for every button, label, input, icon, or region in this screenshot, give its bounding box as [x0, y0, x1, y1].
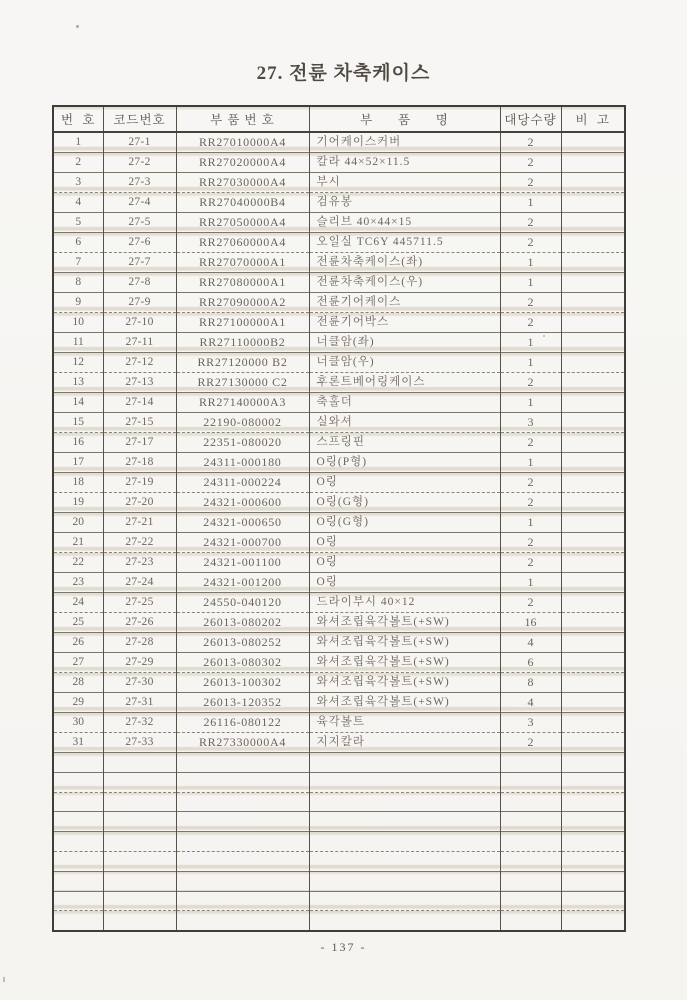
cell-part-name: 육각볼트	[309, 713, 500, 733]
cell-code: 27-33	[103, 733, 176, 753]
cell-qty: 2	[500, 733, 561, 753]
cell-code	[103, 891, 176, 911]
cell-note	[561, 313, 625, 333]
cell-code	[103, 753, 176, 773]
table-row	[53, 733, 625, 753]
cell-part-name	[309, 832, 500, 852]
cell-no: 31	[53, 733, 103, 753]
cell-code: 27-5	[103, 213, 176, 233]
cell-part-name: 슬리브 40×44×15	[309, 213, 500, 233]
cell-qty	[500, 911, 561, 931]
cell-part-no: 26116-080122	[176, 713, 309, 733]
cell-qty: 4	[500, 693, 561, 713]
cell-part-name: 와셔조립육각볼트(+SW)	[309, 693, 500, 713]
cell-qty: 8	[500, 673, 561, 693]
col-header-note: 비 고	[561, 106, 625, 132]
cell-note	[561, 413, 625, 433]
cell-part-no: RR27060000A4	[176, 233, 309, 253]
cell-code	[103, 911, 176, 931]
cell-part-name: 전륜차축케이스(우)	[309, 273, 500, 293]
col-header-part-name: 부 품 명	[309, 106, 500, 132]
cell-part-name: O링(G형)	[309, 493, 500, 513]
cell-qty: 1	[500, 573, 561, 593]
header-row	[53, 106, 625, 132]
cell-qty	[500, 832, 561, 852]
scan-speck	[76, 25, 79, 28]
cell-part-name: 스프링핀	[309, 433, 500, 453]
cell-qty: 2	[500, 553, 561, 573]
cell-no: 26	[53, 633, 103, 653]
cell-qty: 16	[500, 613, 561, 633]
cell-part-no: RR27080000A1	[176, 273, 309, 293]
table-row	[53, 693, 625, 713]
cell-part-name	[309, 891, 500, 911]
cell-no	[53, 851, 103, 871]
cell-qty: 2	[500, 233, 561, 253]
cell-part-name: O링	[309, 573, 500, 593]
cell-note	[561, 812, 625, 832]
cell-qty	[500, 792, 561, 812]
cell-part-no	[176, 753, 309, 773]
cell-code: 27-21	[103, 513, 176, 533]
cell-part-no	[176, 772, 309, 792]
cell-part-no: RR27040000B4	[176, 193, 309, 213]
cell-part-name: 드라이부시 40×12	[309, 593, 500, 613]
cell-no: 28	[53, 673, 103, 693]
cell-no	[53, 911, 103, 931]
cell-no: 14	[53, 393, 103, 413]
cell-part-name	[309, 792, 500, 812]
cell-part-no: RR27120000 B2	[176, 353, 309, 373]
cell-note	[561, 353, 625, 373]
cell-part-name: 축홀더	[309, 393, 500, 413]
cell-part-name: 실와셔	[309, 413, 500, 433]
table-row	[53, 533, 625, 553]
cell-qty: 2	[500, 493, 561, 513]
table-row	[53, 373, 625, 393]
cell-code	[103, 832, 176, 852]
cell-qty: 1	[500, 453, 561, 473]
cell-no: 6	[53, 233, 103, 253]
table-row	[53, 593, 625, 613]
cell-note	[561, 753, 625, 773]
cell-part-name: 너클암(좌)	[309, 333, 500, 353]
cell-code: 27-1	[103, 132, 176, 153]
cell-code: 27-3	[103, 173, 176, 193]
cell-qty	[500, 851, 561, 871]
cell-qty	[500, 812, 561, 832]
cell-note	[561, 693, 625, 713]
cell-code: 27-30	[103, 673, 176, 693]
cell-code: 27-9	[103, 293, 176, 313]
cell-part-no: RR27070000A1	[176, 253, 309, 273]
cell-part-name: 지지칼라	[309, 733, 500, 753]
cell-code: 27-23	[103, 553, 176, 573]
cell-part-name	[309, 871, 500, 891]
cell-part-no: 26013-120352	[176, 693, 309, 713]
cell-part-name: 와셔조립육각볼트(+SW)	[309, 653, 500, 673]
cell-code: 27-2	[103, 153, 176, 173]
cell-qty: 2	[500, 313, 561, 333]
cell-note	[561, 772, 625, 792]
cell-code: 27-31	[103, 693, 176, 713]
cell-part-no	[176, 812, 309, 832]
cell-code: 27-8	[103, 273, 176, 293]
table-row	[53, 353, 625, 373]
cell-part-name	[309, 772, 500, 792]
page-number: - 137 -	[320, 940, 367, 954]
table-row	[53, 253, 625, 273]
cell-note	[561, 733, 625, 753]
cell-note	[561, 373, 625, 393]
cell-part-no: 24321-000600	[176, 493, 309, 513]
cell-part-no: RR27100000A1	[176, 313, 309, 333]
cell-part-no	[176, 871, 309, 891]
table-row	[53, 132, 625, 153]
cell-note	[561, 832, 625, 852]
cell-part-name: 너클암(우)	[309, 353, 500, 373]
cell-part-no: RR27110000B2	[176, 333, 309, 353]
cell-note	[561, 193, 625, 213]
cell-qty: 3	[500, 413, 561, 433]
cell-part-no	[176, 891, 309, 911]
cell-part-no	[176, 832, 309, 852]
table-row	[53, 233, 625, 253]
table-row	[53, 333, 625, 353]
cell-part-no: 26013-080202	[176, 613, 309, 633]
cell-no: 18	[53, 473, 103, 493]
empty-row	[53, 753, 625, 773]
cell-note	[561, 553, 625, 573]
cell-note	[561, 173, 625, 193]
cell-part-name: 전륜차축케이스(좌)	[309, 253, 500, 273]
cell-note	[561, 293, 625, 313]
cell-note	[561, 233, 625, 253]
cell-no: 9	[53, 293, 103, 313]
col-header-code: 코드번호	[103, 106, 176, 132]
cell-qty: 6	[500, 653, 561, 673]
cell-qty: 1	[500, 353, 561, 373]
cell-part-no	[176, 792, 309, 812]
cell-part-no: 22190-080002	[176, 413, 309, 433]
cell-note	[561, 273, 625, 293]
cell-no: 25	[53, 613, 103, 633]
cell-no: 19	[53, 493, 103, 513]
cell-code: 27-17	[103, 433, 176, 453]
cell-qty: 1	[500, 273, 561, 293]
cell-qty: 2	[500, 373, 561, 393]
cell-note	[561, 132, 625, 153]
cell-part-name	[309, 753, 500, 773]
empty-row	[53, 772, 625, 792]
cell-no: 24	[53, 593, 103, 613]
cell-part-no: 24311-000180	[176, 453, 309, 473]
cell-no: 8	[53, 273, 103, 293]
cell-qty: 1	[500, 513, 561, 533]
cell-note	[561, 573, 625, 593]
cell-note	[561, 613, 625, 633]
cell-part-no: RR27130000 C2	[176, 373, 309, 393]
cell-qty: 4	[500, 633, 561, 653]
cell-note	[561, 911, 625, 931]
cell-part-name: 전륜기어박스	[309, 313, 500, 333]
empty-row	[53, 871, 625, 891]
cell-part-name: 검유봉	[309, 193, 500, 213]
cell-code: 27-26	[103, 613, 176, 633]
cell-no: 22	[53, 553, 103, 573]
cell-note	[561, 593, 625, 613]
cell-note	[561, 253, 625, 273]
cell-note	[561, 493, 625, 513]
cell-part-name: 후론트베어링케이스	[309, 373, 500, 393]
parts-table	[52, 105, 626, 932]
cell-qty: 2	[500, 132, 561, 153]
cell-no: 27	[53, 653, 103, 673]
cell-part-name: 오일실 TC6Y 445711.5	[309, 233, 500, 253]
cell-part-name: O링	[309, 533, 500, 553]
cell-qty: 1	[500, 393, 561, 413]
cell-part-no: 24321-001200	[176, 573, 309, 593]
cell-part-no: RR27140000A3	[176, 393, 309, 413]
cell-code: 27-32	[103, 713, 176, 733]
cell-part-no	[176, 911, 309, 931]
cell-code: 27-12	[103, 353, 176, 373]
cell-code: 27-22	[103, 533, 176, 553]
cell-part-no: 22351-080020	[176, 433, 309, 453]
cell-part-no: RR27090000A2	[176, 293, 309, 313]
table-row	[53, 553, 625, 573]
cell-part-name: 와셔조립육각볼트(+SW)	[309, 613, 500, 633]
cell-note	[561, 453, 625, 473]
cell-note	[561, 713, 625, 733]
cell-part-no: 24321-001100	[176, 553, 309, 573]
page-title: 27. 전륜 차축케이스	[256, 63, 431, 84]
cell-code: 27-18	[103, 453, 176, 473]
cell-part-no: 24321-000650	[176, 513, 309, 533]
cell-code: 27-7	[103, 253, 176, 273]
cell-code: 27-29	[103, 653, 176, 673]
cell-qty: 2	[500, 213, 561, 233]
cell-no: 30	[53, 713, 103, 733]
table-row	[53, 313, 625, 333]
table-row	[53, 273, 625, 293]
cell-code: 27-14	[103, 393, 176, 413]
cell-code: 27-4	[103, 193, 176, 213]
cell-qty: 2	[500, 473, 561, 493]
cell-code	[103, 851, 176, 871]
cell-no	[53, 832, 103, 852]
cell-part-no: 26013-080252	[176, 633, 309, 653]
cell-note	[561, 213, 625, 233]
cell-part-name	[309, 911, 500, 931]
cell-no: 15	[53, 413, 103, 433]
table-row	[53, 513, 625, 533]
cell-qty: 2	[500, 433, 561, 453]
cell-no: 5	[53, 213, 103, 233]
cell-part-no: RR27020000A4	[176, 153, 309, 173]
cell-qty: 2	[500, 293, 561, 313]
cell-note	[561, 433, 625, 453]
cell-note	[561, 533, 625, 553]
table-row	[53, 633, 625, 653]
cell-part-name: O링(G형)	[309, 513, 500, 533]
cell-code: 27-24	[103, 573, 176, 593]
cell-no	[53, 871, 103, 891]
cell-note	[561, 393, 625, 413]
cell-no: 23	[53, 573, 103, 593]
table-row	[53, 673, 625, 693]
cell-note	[561, 653, 625, 673]
table-row	[53, 153, 625, 173]
cell-no: 29	[53, 693, 103, 713]
cell-code	[103, 871, 176, 891]
cell-part-name: 와셔조립육각볼트(+SW)	[309, 673, 500, 693]
cell-part-name: 기어케이스커버	[309, 132, 500, 153]
cell-qty: 1	[500, 193, 561, 213]
cell-note	[561, 673, 625, 693]
cell-code: 27-25	[103, 593, 176, 613]
cell-qty	[500, 772, 561, 792]
cell-part-name: 전륜기어케이스	[309, 293, 500, 313]
cell-no: 20	[53, 513, 103, 533]
cell-code	[103, 812, 176, 832]
cell-part-name: O링	[309, 473, 500, 493]
parts-table-body	[53, 132, 625, 931]
cell-code: 27-11	[103, 333, 176, 353]
cell-no: 2	[53, 153, 103, 173]
empty-row	[53, 812, 625, 832]
cell-no: 7	[53, 253, 103, 273]
cell-note	[561, 871, 625, 891]
cell-no: 11	[53, 333, 103, 353]
cell-no: 12	[53, 353, 103, 373]
table-row	[53, 573, 625, 593]
cell-part-name	[309, 851, 500, 871]
table-row	[53, 173, 625, 193]
table-row	[53, 213, 625, 233]
table-row	[53, 393, 625, 413]
cell-no	[53, 753, 103, 773]
cell-note	[561, 851, 625, 871]
cell-part-name: 와셔조립육각볼트(+SW)	[309, 633, 500, 653]
cell-part-no: 26013-100302	[176, 673, 309, 693]
cell-qty: 2	[500, 533, 561, 553]
cell-part-name: O링(P형)	[309, 453, 500, 473]
table-row	[53, 653, 625, 673]
cell-part-no: 24550-040120	[176, 593, 309, 613]
table-row	[53, 613, 625, 633]
cell-no: 3	[53, 173, 103, 193]
cell-note	[561, 513, 625, 533]
cell-no	[53, 772, 103, 792]
cell-part-no: RR27010000A4	[176, 132, 309, 153]
cell-code	[103, 792, 176, 812]
cell-no: 21	[53, 533, 103, 553]
table-row	[53, 473, 625, 493]
cell-part-name: 부시	[309, 173, 500, 193]
table-row	[53, 453, 625, 473]
cell-code: 27-19	[103, 473, 176, 493]
cell-no: 1	[53, 132, 103, 153]
empty-row	[53, 891, 625, 911]
cell-no: 4	[53, 193, 103, 213]
cell-part-no: 24321-000700	[176, 533, 309, 553]
cell-no: 10	[53, 313, 103, 333]
cell-code	[103, 772, 176, 792]
table-row	[53, 193, 625, 213]
cell-note	[561, 633, 625, 653]
cell-part-no: 26013-080302	[176, 653, 309, 673]
table-row	[53, 413, 625, 433]
cell-no	[53, 792, 103, 812]
empty-row	[53, 851, 625, 871]
cell-qty: 2	[500, 173, 561, 193]
cell-qty	[500, 891, 561, 911]
cell-part-no: 24311-000224	[176, 473, 309, 493]
empty-row	[53, 792, 625, 812]
cell-note	[561, 473, 625, 493]
cell-qty: 2	[500, 153, 561, 173]
cell-note	[561, 153, 625, 173]
cell-code: 27-6	[103, 233, 176, 253]
cell-note	[561, 333, 625, 353]
cell-no	[53, 891, 103, 911]
cell-part-no	[176, 851, 309, 871]
table-row	[53, 433, 625, 453]
table-row	[53, 713, 625, 733]
col-header-part-no: 부 품 번 호	[176, 106, 309, 132]
cell-no: 13	[53, 373, 103, 393]
cell-note	[561, 792, 625, 812]
col-header-no: 번 호	[53, 106, 103, 132]
cell-qty: 1	[500, 333, 561, 353]
cell-part-name: 칼라 44×52×11.5	[309, 153, 500, 173]
col-header-qty: 대당수량	[500, 106, 561, 132]
cell-part-no: RR27330000A4	[176, 733, 309, 753]
cell-note	[561, 891, 625, 911]
cell-part-name: O링	[309, 553, 500, 573]
cell-no	[53, 812, 103, 832]
cell-code: 27-13	[103, 373, 176, 393]
cell-code: 27-28	[103, 633, 176, 653]
cell-qty: 3	[500, 713, 561, 733]
cell-qty	[500, 753, 561, 773]
cell-code: 27-20	[103, 493, 176, 513]
cell-qty: 1	[500, 253, 561, 273]
empty-row	[53, 911, 625, 931]
cell-part-name	[309, 812, 500, 832]
table-row	[53, 493, 625, 513]
cell-no: 17	[53, 453, 103, 473]
cell-code: 27-15	[103, 413, 176, 433]
cell-part-no: RR27050000A4	[176, 213, 309, 233]
table-row	[53, 293, 625, 313]
cell-no: 16	[53, 433, 103, 453]
cell-code: 27-10	[103, 313, 176, 333]
cell-part-no: RR27030000A4	[176, 173, 309, 193]
cell-qty	[500, 871, 561, 891]
scan-speck	[3, 977, 5, 982]
empty-row	[53, 832, 625, 852]
cell-qty: 2	[500, 593, 561, 613]
